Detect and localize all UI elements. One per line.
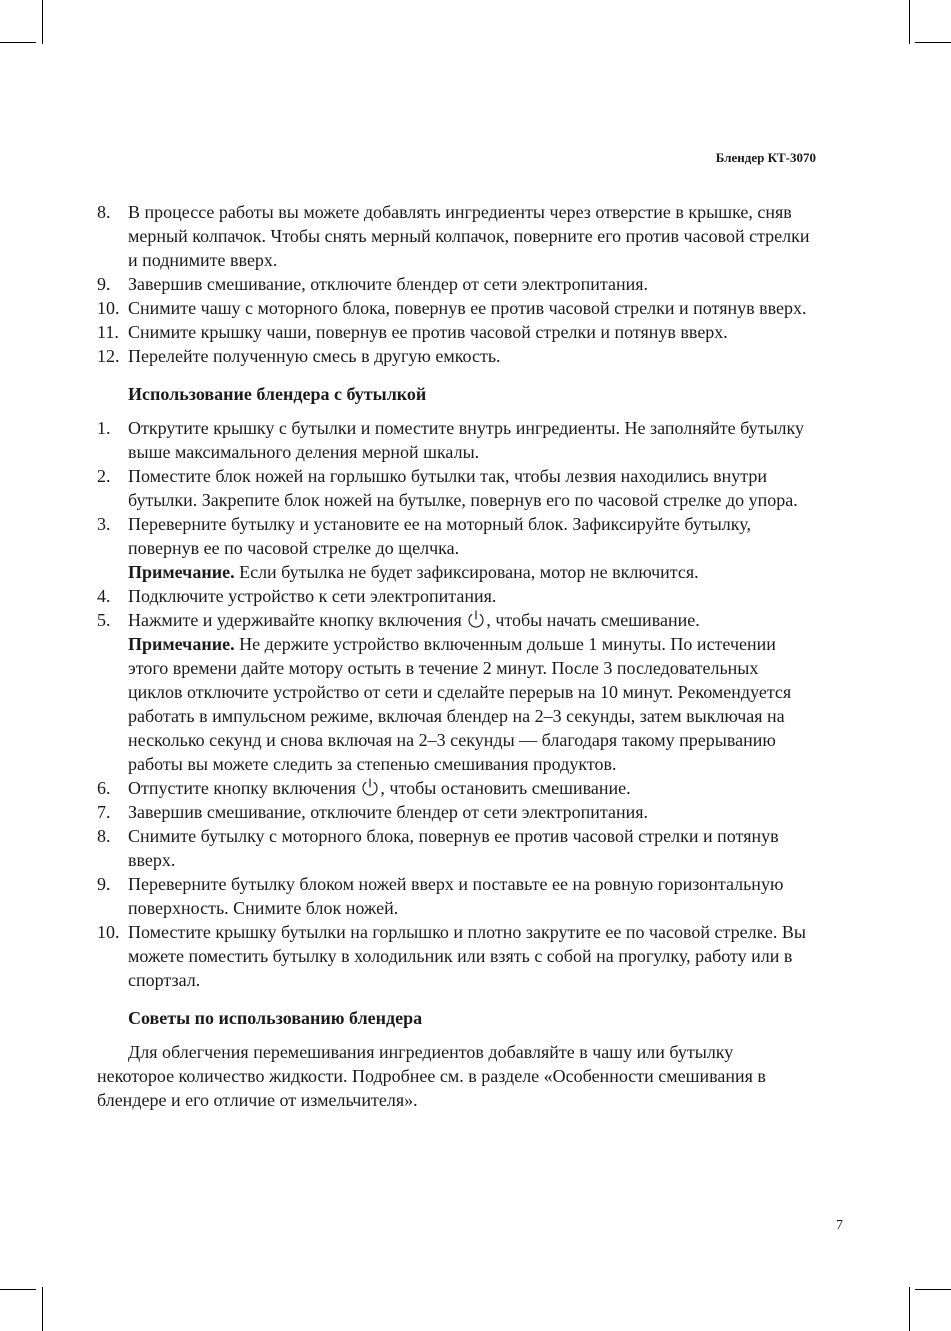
crop-mark-bottom-left-v (42, 1287, 43, 1331)
list-item: 9. Завершив смешивание, отключите блендер от сети электропитания. (97, 274, 649, 294)
list-item: 7. Завершив смешивание, отключите блендер от сети электропитания. (97, 802, 649, 822)
tips-paragraph: Для облегчения перемешивания ингредиентов добавляйте в чашу или бутылку некоторое количество жидкости. Подробнее см. в разделе «Особенности смешивания в блендере и его отличие от измельчителя». (97, 1042, 766, 1110)
list-item: 9. Переверните бутылку блоком ножей вверх и поставьте ее на ровную горизонтальную поверхность. Снимите блок ножей. (97, 874, 784, 918)
note-label: Примечание. (128, 634, 235, 654)
power-button-icon (361, 777, 379, 797)
list-item: 8. В процессе работы вы можете добавлять ингредиенты через отверстие в крышке, сняв мерный колпачок. Чтобы снять мерный колпачок, поверните его против часовой стрелки и поднимите вверх. (97, 202, 810, 270)
page-number: 7 (836, 1218, 843, 1233)
list-item: 10. Снимите чашу с моторного блока, повернув ее против часовой стрелки и потянув вверх. (97, 298, 807, 318)
crop-mark-top-right-h (915, 42, 951, 43)
section-heading-tips: Советы по использованию блендера (128, 1008, 423, 1028)
page-content (97, 200, 813, 1112)
list-item: 11. Снимите крышку чаши, повернув ее против часовой стрелки и потянув вверх. (97, 322, 728, 342)
crop-mark-bottom-left-h (0, 1289, 36, 1290)
list-item: 8. Снимите бутылку с моторного блока, повернув ее против часовой стрелки и потянув вверх. (97, 826, 779, 870)
power-button-icon (467, 609, 485, 629)
note-text: Не держите устройство включенным дольше 1 минуты. По истечении этого времени дайте мотору остыть в течение 2 минут. После 3 последовательных циклов отключите устройство от сети и сделайте перерыв на 10 минут. Рекомендуется работать в импульсном режиме, включая блендер на 2–3 секунды, затем выключая на несколько секунд и снова включая на 2–3 секунды — благодаря такому прерыванию работы вы можете следить за степенью смешивания продуктов. (128, 634, 792, 774)
list-item: 4. Подключите устройство к сети электропитания. (97, 586, 497, 606)
jar-steps-list (97, 200, 813, 368)
list-item: 6. Отпустите кнопку включения , чтобы остановить смешивание. (97, 778, 631, 798)
crop-mark-top-left-h (0, 42, 36, 43)
list-item: 10. Поместите крышку бутылки на горлышко и плотно закрутите ее по часовой стрелке. Вы можете поместить бутылку в холодильник или взять с собой на прогулку, работу или в спортзал. (97, 922, 806, 990)
bottle-steps-list (97, 416, 813, 992)
crop-mark-top-right-v (909, 0, 910, 44)
list-item: 2. Поместите блок ножей на горлышко бутылки так, чтобы лезвия находились внутри бутылки. Закрепите блок ножей на бутылке, повернув его по часовой стрелке до упора. (97, 466, 798, 510)
list-item: 1. Открутите крышку с бутылки и поместите внутрь ингредиенты. Не заполняйте бутылку выше максимального деления мерной шкалы. (97, 418, 805, 462)
note-text: Если бутылка не будет зафиксирована, мотор не включится. (234, 562, 699, 582)
list-item: 5. Нажмите и удерживайте кнопку включения , чтобы начать смешивание. Примечание. Не держите устройство включенным дольше 1 минуты. По истечении этого времени дайте мотору остыть в течение 2 минут. После 3 последовательных циклов отключите устройство от сети и сделайте перерыв на 10 минут. Рекомендуется работать в импульсном режиме, включая блендер на 2–3 секунды, затем выключая на несколько секунд и снова включая на 2–3 секунды — благодаря такому прерыванию работы вы можете следить за степенью смешивания продуктов. (97, 610, 792, 774)
list-item: 12. Перелейте полученную смесь в другую емкость. (97, 346, 501, 366)
note-label: Примечание. (128, 562, 235, 582)
crop-mark-bottom-right-h (915, 1289, 951, 1290)
crop-mark-bottom-right-v (909, 1287, 910, 1331)
list-item: 3. Переверните бутылку и установите ее на моторный блок. Зафиксируйте бутылку, повернув ее по часовой стрелке до щелчка. Примечание. Если бутылка не будет зафиксирована, мотор не включится. (97, 514, 751, 582)
running-header: Блендер КТ-3070 (715, 150, 816, 165)
section-heading-bottle: Использование блендера с бутылкой (128, 384, 427, 404)
crop-mark-top-left-v (42, 0, 43, 44)
